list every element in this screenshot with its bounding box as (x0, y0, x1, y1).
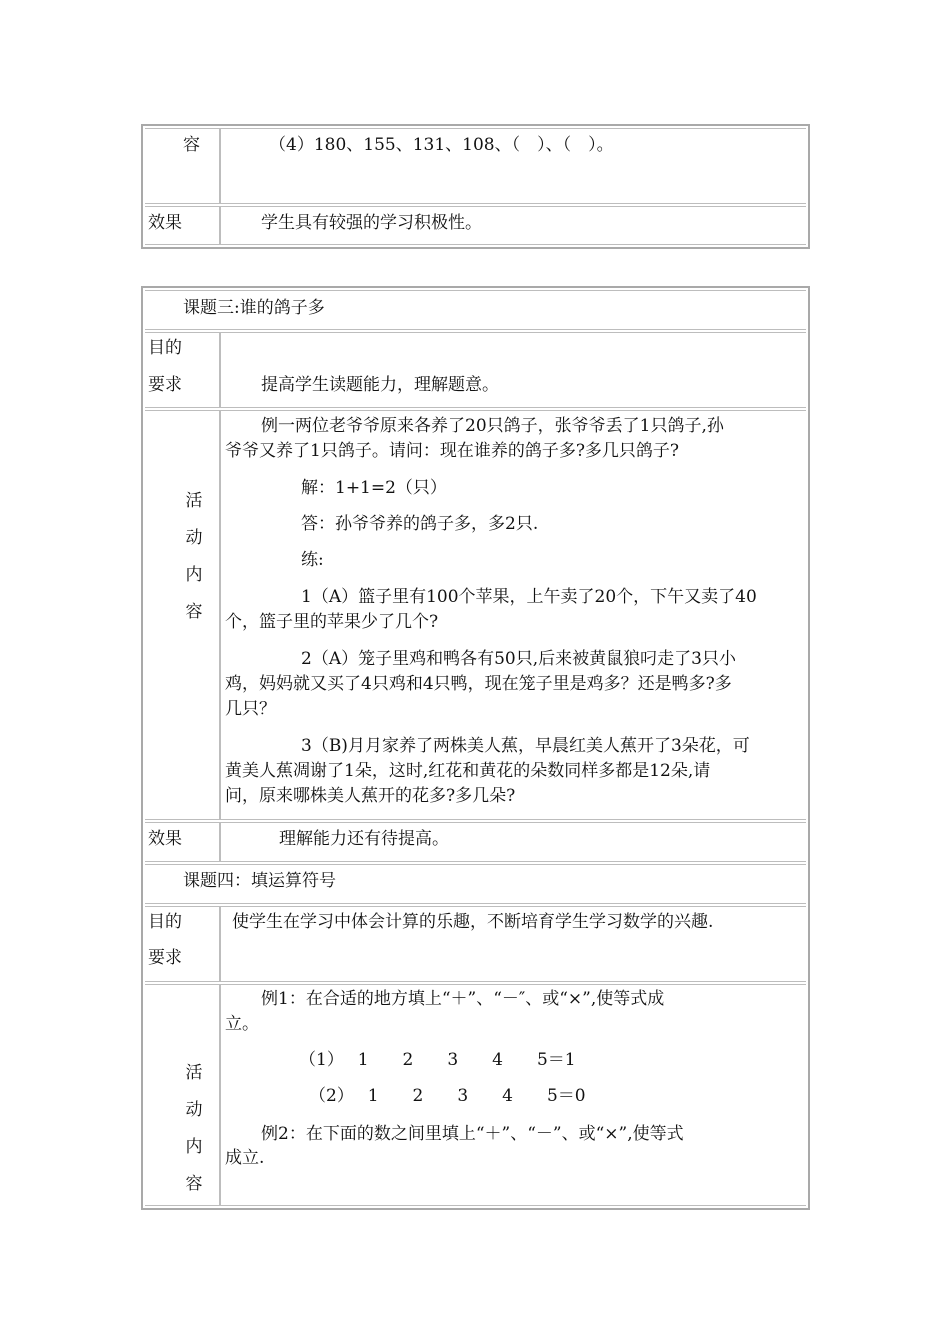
activity-label-char: 容 (185, 1174, 203, 1194)
effect-label-cell (145, 823, 221, 861)
example-line: 成立. (225, 1148, 265, 1168)
activity-label-char: 活 (185, 491, 203, 511)
lesson3-purpose: 提高学生读题能力，理解题意。 (261, 375, 499, 395)
practice-line: 个，篮子里的苹果少了几个? (225, 612, 439, 632)
lesson3-effect-row (145, 822, 806, 862)
activity-content-cell (223, 985, 806, 1205)
lesson3-activity-row (145, 410, 806, 820)
activity-label-cell (145, 985, 221, 1205)
practice-line: 2（A）笼子里鸡和鸭各有50只,后来被黄鼠狼叼走了3只小 (301, 649, 736, 669)
example-line: 爷爷又养了1只鸽子。请问：现在谁养的鸽子多?多几只鸽子? (225, 441, 680, 461)
equation-line: （1） 1 2 3 4 5＝1 (299, 1050, 576, 1070)
purpose-label-2: 要求 (148, 375, 182, 395)
lesson4-activity-row (145, 984, 806, 1206)
lesson3-purpose-row (145, 332, 806, 408)
practice-line: 几只？ (225, 699, 276, 719)
row-content-cell (223, 207, 806, 244)
row-label-cell (145, 207, 221, 244)
equation-line: （2） 1 2 3 4 5＝0 (309, 1086, 586, 1106)
table-row-effect (145, 206, 806, 245)
activity-label-char: 容 (185, 602, 203, 622)
table-continuation (141, 124, 810, 249)
lesson3-title-row (145, 290, 806, 330)
sequence-question: （4）180、155、131、108、（ ）、（ ）。 (269, 135, 614, 155)
lesson3-effect: 理解能力还有待提高。 (279, 829, 449, 849)
table-row-content (145, 128, 806, 204)
effect-label: 效果 (148, 213, 182, 233)
activity-label-char: 活 (185, 1063, 203, 1083)
activity-label-cell (145, 411, 221, 819)
practice-line: 3（B)月月家养了两株美人蕉，早晨红美人蕉开了3朵花，可 (301, 736, 750, 756)
effect-label: 效果 (148, 829, 182, 849)
purpose-label-cell (145, 907, 221, 981)
row-label-cell (145, 129, 221, 203)
purpose-content-cell (223, 907, 806, 981)
practice-line: 鸡，妈妈就又买了4只鸡和4只鸭，现在笼子里是鸡多？还是鸭多?多 (225, 674, 732, 694)
example-line: 例一两位老爷爷原来各养了20只鸽子，张爷爷丢了1只鸽子,孙 (261, 416, 724, 436)
lesson-table (141, 286, 810, 1210)
purpose-content-cell (223, 333, 806, 407)
practice-label: 练: (301, 550, 324, 570)
solution-line: 解：1+1=2（只） (301, 478, 447, 498)
activity-label (183, 1055, 205, 1203)
practice-line: 黄美人蕉凋谢了1朵，这时,红花和黄花的朵数同样多都是12朵,请 (225, 761, 711, 781)
practice-line: 1（A）篮子里有100个苹果，上午卖了20个，下午又卖了40 (301, 587, 757, 607)
lesson4-purpose: 使学生在学习中体会计算的乐趣，不断培育学生学习数学的兴趣. (232, 912, 714, 932)
row-content-cell (223, 129, 806, 203)
lesson4-title: 课题四：填运算符号 (183, 871, 336, 891)
effect-text: 学生具有较强的学习积极性。 (261, 213, 482, 233)
activity-content-cell (223, 411, 806, 819)
purpose-label-2: 要求 (148, 948, 182, 968)
practice-line: 问，原来哪株美人蕉开的花多?多几朵? (225, 786, 516, 806)
lesson4-title-row (145, 864, 806, 904)
example-line: 立。 (225, 1014, 259, 1034)
activity-label (183, 483, 205, 631)
example-line: 例1：在合适的地方填上“＋”、“－″、或“×”,使等式成 (261, 989, 665, 1009)
effect-content-cell (223, 823, 806, 861)
lesson3-title: 课题三:谁的鸽子多 (183, 298, 325, 318)
purpose-label-cell (145, 333, 221, 407)
answer-line: 答：孙爷爷养的鸽子多，多2只. (301, 514, 539, 534)
purpose-label-1: 目的 (148, 912, 182, 932)
activity-label-char: 动 (185, 528, 203, 548)
lesson4-purpose-row (145, 906, 806, 982)
purpose-label-1: 目的 (148, 338, 182, 358)
activity-label-char: 内 (185, 1137, 203, 1157)
activity-label-char: 内 (185, 565, 203, 585)
activity-label-char: 动 (185, 1100, 203, 1120)
example-line: 例2：在下面的数之间里填上“＋”、“－”、或“×”,使等式 (261, 1124, 684, 1144)
row-label-rong: 容 (183, 135, 200, 155)
